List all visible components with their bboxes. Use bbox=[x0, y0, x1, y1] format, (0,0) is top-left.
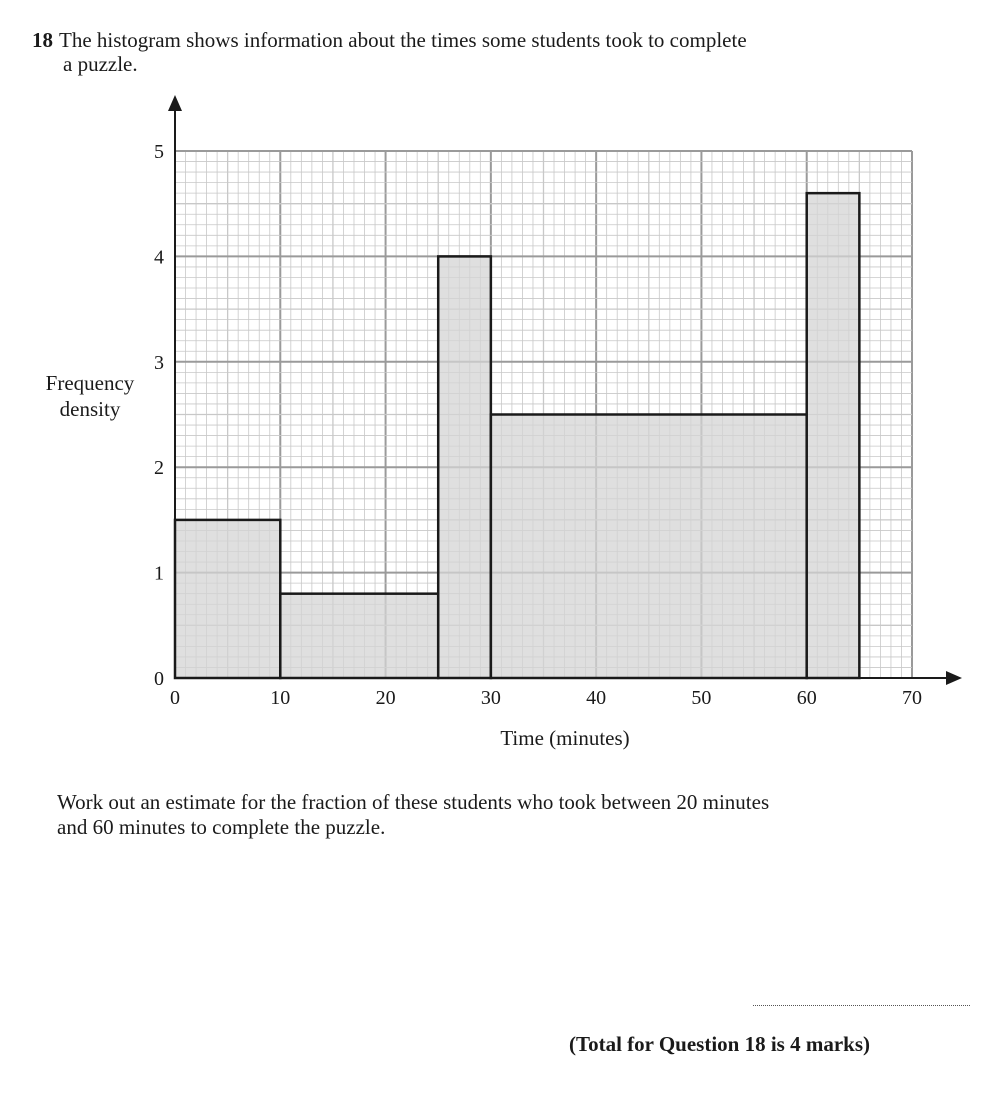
x-tick-label: 50 bbox=[691, 687, 712, 709]
y-tick-label: 3 bbox=[154, 351, 164, 374]
x-tick-label: 10 bbox=[270, 687, 291, 709]
question-text-continued: a puzzle. bbox=[63, 52, 138, 76]
task-text bbox=[57, 790, 857, 840]
task-text-line1: Work out an estimate for the fraction of these students who took between 20 minutes bbox=[57, 790, 770, 814]
y-tick-label: 0 bbox=[154, 668, 164, 690]
histogram-bar-2 bbox=[280, 594, 438, 678]
x-tick-label: 0 bbox=[170, 687, 180, 709]
histogram-bar-1 bbox=[175, 520, 280, 678]
histogram-bar-4 bbox=[491, 415, 807, 679]
question-number: 18 bbox=[32, 28, 53, 52]
total-marks: (Total for Question 18 is 4 marks) bbox=[569, 1032, 871, 1056]
x-tick-label: 70 bbox=[902, 687, 922, 709]
x-tick-label: 40 bbox=[586, 687, 607, 709]
y-axis-arrow bbox=[168, 95, 182, 111]
x-axis-label: Time (minutes) bbox=[500, 726, 630, 750]
answer-line[interactable] bbox=[753, 1005, 970, 1006]
x-axis-arrow bbox=[946, 671, 962, 685]
histogram-bar-5 bbox=[807, 193, 860, 678]
x-tick-label: 30 bbox=[480, 687, 501, 709]
y-tick-label: 4 bbox=[154, 246, 164, 269]
y-axis-label-line2: density bbox=[59, 397, 121, 421]
task-text-line2: and 60 minutes to complete the puzzle. bbox=[57, 815, 386, 839]
x-tick-label: 20 bbox=[375, 687, 396, 709]
y-axis-label bbox=[30, 370, 150, 422]
histogram-bar-3 bbox=[438, 256, 491, 678]
question-text: The histogram shows information about the times some students took to complete bbox=[59, 28, 747, 52]
y-tick-label: 5 bbox=[154, 141, 164, 163]
y-tick-label: 1 bbox=[154, 562, 164, 585]
y-tick-label: 2 bbox=[154, 457, 164, 480]
y-axis-label-line1: Frequency bbox=[45, 371, 135, 395]
x-tick-label: 60 bbox=[796, 687, 817, 709]
